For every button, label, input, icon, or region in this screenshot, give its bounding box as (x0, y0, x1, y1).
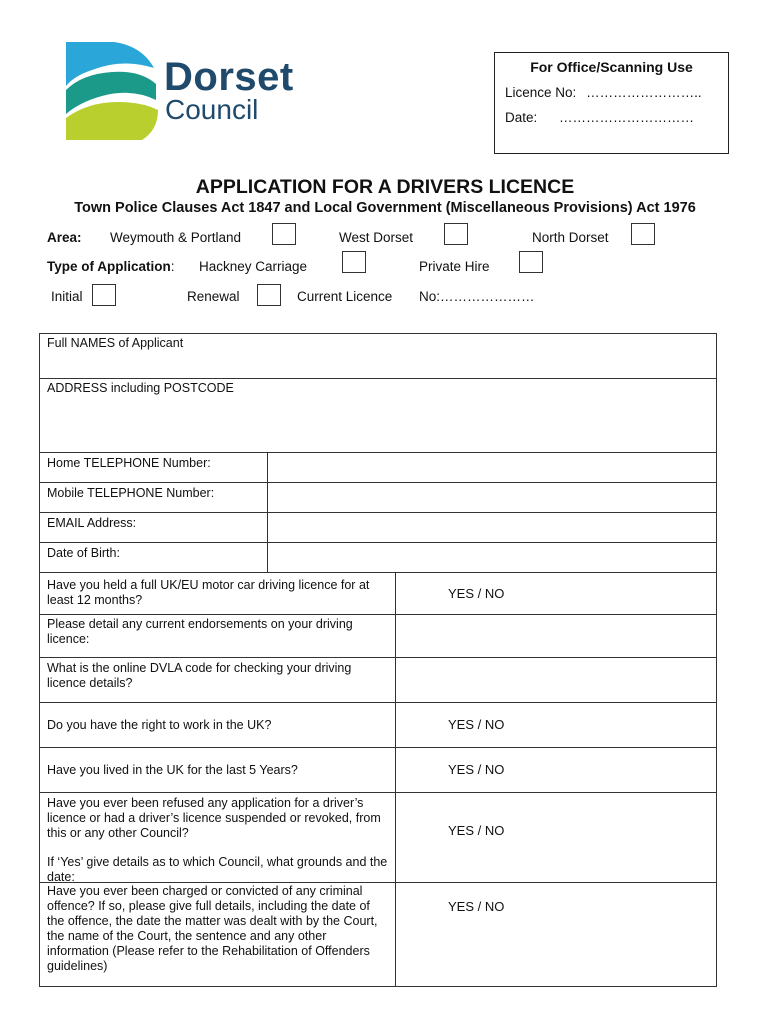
refused-licence-divider (395, 793, 396, 882)
area-option-weymouth-label: Weymouth & Portland (110, 230, 242, 245)
dvla-code-input[interactable] (396, 658, 716, 702)
email-input[interactable] (268, 513, 716, 542)
convicted-question: Have you ever been charged or convicted of any criminal offence? If so, please give full details, including the date of the offence, the date the matter was dealt with by the Court, the name of the Court, the sentence and any other information (Please refer to the Rehabilitation of Offenders guidelines) (47, 884, 378, 973)
right-to-work-yes-no[interactable]: YES / NO (448, 717, 505, 732)
refused-licence-details-prompt: If ‘Yes’ give details as to which Council, what grounds and the date: (47, 855, 388, 884)
type-private-hire-checkbox[interactable] (519, 251, 543, 273)
lived-uk-question: Have you lived in the UK for the last 5 Years? (47, 763, 298, 777)
office-date-dots[interactable]: ………………………… (559, 110, 695, 125)
type-hackney-label: Hackney Carriage (199, 259, 308, 274)
office-use-box (494, 52, 729, 154)
current-licence-no-field[interactable]: No:………………… (419, 289, 535, 304)
type-of-application-label (47, 259, 175, 274)
convicted-divider (395, 883, 396, 986)
initial-checkbox[interactable] (92, 284, 116, 306)
right-to-work-question: Do you have the right to work in the UK? (47, 718, 272, 732)
current-licence-label: Current Licence (297, 289, 393, 304)
area-label: Area: (47, 230, 82, 245)
full-names-row[interactable] (40, 334, 716, 379)
refused-licence-yes-no[interactable]: YES / NO (448, 823, 505, 838)
renewal-checkbox[interactable] (257, 284, 281, 306)
convicted-row (40, 883, 716, 986)
area-option-north-dorset-label: North Dorset (532, 230, 609, 245)
dob-input[interactable] (268, 543, 716, 572)
office-licence-no (505, 85, 702, 100)
page-title: APPLICATION FOR A DRIVERS LICENCE (195, 176, 575, 198)
office-date-label: Date: (505, 110, 538, 125)
area-weymouth-checkbox[interactable] (272, 223, 296, 245)
home-telephone-input[interactable] (268, 453, 716, 482)
licence-12-months-question: Have you held a full UK/EU motor car driving licence for at least 12 months? (47, 578, 370, 607)
endorsements-row (40, 615, 716, 658)
endorsements-input[interactable] (396, 615, 716, 657)
lived-uk-row (40, 748, 716, 793)
email-label: EMAIL Address: (47, 516, 137, 530)
licence-12-months-row (40, 573, 716, 615)
lived-uk-divider (395, 748, 396, 792)
mobile-telephone-label: Mobile TELEPHONE Number: (47, 486, 215, 500)
licence-12-months-divider (395, 573, 396, 614)
type-label-colon: : (170, 259, 175, 274)
licence-12-months-yes-no[interactable]: YES / NO (448, 586, 505, 601)
dvla-code-row (40, 658, 716, 703)
mobile-telephone-input[interactable] (268, 483, 716, 512)
type-private-hire-label: Private Hire (419, 259, 490, 274)
refused-licence-question: Have you ever been refused any application for a driver’s licence or had a driver’s licence suspended or revoked, from this or any other Council? (47, 796, 381, 840)
convicted-yes-no[interactable]: YES / NO (448, 899, 505, 914)
initial-label: Initial (51, 289, 83, 304)
lived-uk-yes-no[interactable]: YES / NO (448, 762, 505, 777)
dvla-code-question: What is the online DVLA code for checking your driving licence details? (47, 661, 352, 690)
address-row[interactable] (40, 379, 716, 453)
logo-text-dorset: Dorset (164, 55, 294, 99)
home-telephone-row (40, 453, 716, 483)
logo-text-council: Council (165, 94, 259, 125)
home-telephone-label: Home TELEPHONE Number: (47, 456, 211, 470)
refused-licence-row (40, 793, 716, 883)
area-west-dorset-checkbox[interactable] (444, 223, 468, 245)
type-label-text: Type of Application (47, 259, 171, 274)
page-subtitle: Town Police Clauses Act 1847 and Local Government (Miscellaneous Provisions) Act 1976 (74, 200, 696, 216)
right-to-work-row (40, 703, 716, 748)
logo-green-shape (66, 102, 158, 140)
office-use-title: For Office/Scanning Use (530, 59, 693, 75)
area-option-west-dorset-label: West Dorset (339, 230, 414, 245)
licence-no-label: Licence No: (505, 85, 577, 100)
email-row (40, 513, 716, 543)
dob-label: Date of Birth: (47, 546, 120, 560)
area-north-dorset-checkbox[interactable] (631, 223, 655, 245)
endorsements-question: Please detail any current endorsements on your driving licence: (47, 617, 353, 646)
full-names-label: Full NAMES of Applicant (47, 336, 184, 350)
applicant-form-table (39, 333, 717, 987)
address-label: ADDRESS including POSTCODE (47, 381, 234, 395)
right-to-work-divider (395, 703, 396, 747)
mobile-telephone-row (40, 483, 716, 513)
licence-no-dots[interactable]: …………………….. (586, 85, 702, 100)
office-date (505, 110, 694, 125)
dob-row (40, 543, 716, 573)
renewal-label: Renewal (187, 289, 240, 304)
type-hackney-checkbox[interactable] (342, 251, 366, 273)
